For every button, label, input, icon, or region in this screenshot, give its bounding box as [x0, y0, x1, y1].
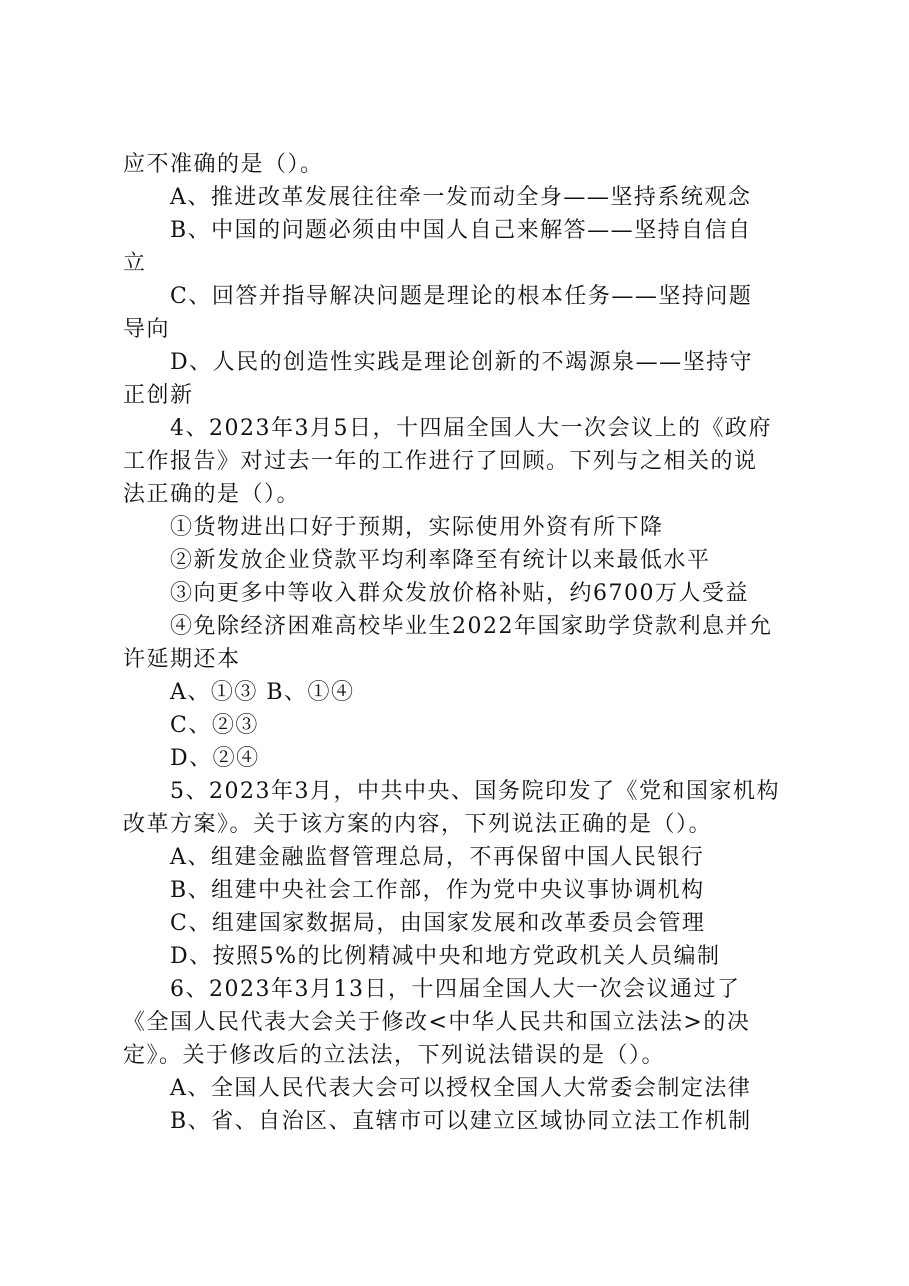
text-line: 5、2023年3月，中共中央、国务院印发了《党和国家机构: [170, 779, 780, 804]
text-line: ②新发放企业贷款平均利率降至有统计以来最低水平: [170, 548, 711, 573]
text-line: A、①③ B、①④: [170, 680, 355, 705]
text-line: D、人民的创造性实践是理论创新的不竭源泉——坚持守: [170, 350, 754, 375]
text-line: C、②③: [170, 713, 259, 738]
text-line: 工作报告》对过去一年的工作进行了回顾。下列与之相关的说: [123, 449, 758, 474]
text-line: 应不准确的是（）。: [123, 152, 324, 177]
text-line: B、组建中央社会工作部，作为党中央议事协调机构: [170, 878, 705, 903]
text-line: D、②④: [170, 746, 260, 771]
text-line: A、组建金融监督管理总局，不再保留中国人民银行: [170, 845, 705, 870]
text-line: C、组建国家数据局，由国家发展和改革委员会管理: [170, 911, 706, 936]
text-line: 改革方案》。关于该方案的内容，下列说法正确的是（）。: [123, 812, 713, 837]
document-text: [123, 148, 798, 1138]
text-line: 6、2023年3月13日，十四届全国人大一次会议通过了: [170, 977, 741, 1002]
text-line: 许延期还本: [123, 647, 241, 672]
text-line: A、推进改革发展往往牵一发而动全身——坚持系统观念: [170, 185, 752, 210]
text-line: B、中国的问题必须由中国人自己来解答——坚持自信自: [170, 218, 752, 243]
text-line: D、按照5%的比例精减中央和地方党政机关人员编制: [170, 944, 721, 969]
text-line: 定》。关于修改后的立法法，下列说法错误的是（）。: [123, 1043, 666, 1068]
text-line: A、全国人民代表大会可以授权全国人大常委会制定法律: [170, 1076, 752, 1101]
text-line: ③向更多中等收入群众发放价格补贴，约6700万人受益: [170, 581, 749, 606]
text-line: 4、2023年3月5日，十四届全国人大一次会议上的《政府: [170, 416, 772, 441]
text-line: 导向: [123, 317, 171, 342]
text-line: 正创新: [123, 383, 194, 408]
text-line: C、回答并指导解决问题是理论的根本任务——坚持问题: [170, 284, 753, 309]
text-line: B、省、自治区、直辖市可以建立区域协同立法工作机制: [170, 1109, 752, 1134]
text-line: ④免除经济困难高校毕业生2022年国家助学贷款利息并允: [170, 614, 773, 639]
text-line: ①货物进出口好于预期，实际使用外资有所下降: [170, 515, 664, 540]
text-line: 立: [123, 251, 147, 276]
text-line: 《全国人民代表大会关于修改<中华人民共和国立法法>的决: [123, 1010, 751, 1035]
text-line: 法正确的是（）。: [123, 482, 301, 507]
